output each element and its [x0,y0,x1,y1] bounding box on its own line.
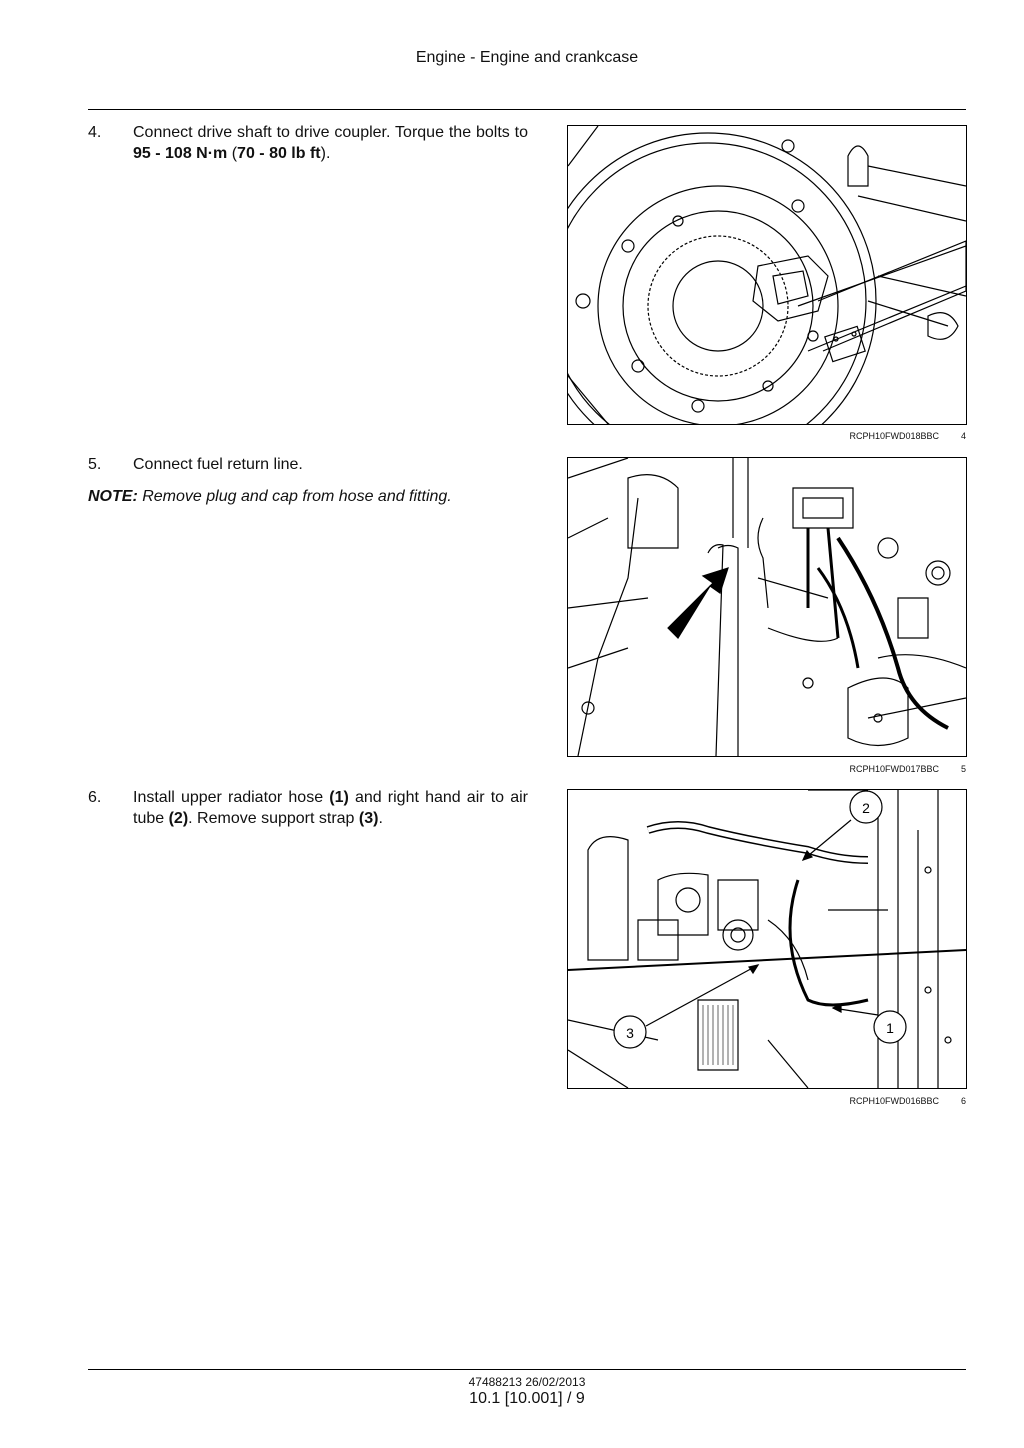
footer-doc-id: 47488213 26/02/2013 [468,1375,586,1389]
figure-caption [567,1096,966,1106]
ref-2: (2) [168,810,189,827]
figure-number: 4 [960,431,966,441]
torque-nm: 95 - 108 N·m [133,145,228,162]
torque-lbft: 70 - 80 lb ft [237,145,321,162]
figure-code: RCPH10FWD016BBC [849,1096,939,1106]
ref-1: (1) [329,789,349,806]
footer-rule [88,1369,966,1370]
note-text: Remove plug and cap from hose and fitting. [137,488,452,505]
page-header-title: Engine - Engine and crankcase [415,49,639,66]
figure-number: 6 [960,1096,966,1106]
footer-page-number: 10.1 [10.001] / 9 [469,1390,585,1407]
figure-code: RCPH10FWD018BBC [849,431,939,441]
step-text: Connect fuel return line. [133,456,303,473]
figure-caption [567,764,966,774]
callout-2: 2 [862,800,870,816]
step-number: 5. [88,456,102,473]
figure-caption [567,431,966,441]
ref-3: (3) [358,810,379,827]
step-text: Install upper radiator hose (1) and right hand air to air tube (2). Remove support strap (3). [133,789,528,827]
note-label: NOTE: [88,488,138,505]
callout-3: 3 [626,1025,634,1041]
figure-number: 5 [960,764,966,774]
callout-1: 1 [886,1020,894,1036]
step-text: Connect drive shaft to drive coupler. Torque the bolts to 95 - 108 N·m (70 - 80 lb ft). [133,124,528,162]
note [88,486,528,507]
step-number: 6. [88,789,102,806]
figure-fuel-return [567,457,967,757]
figure-radiator-hose [567,789,967,1089]
figure-drive-shaft [567,125,967,425]
header-rule [88,109,966,110]
step-number: 4. [88,124,102,141]
figure-code: RCPH10FWD017BBC [849,764,939,774]
